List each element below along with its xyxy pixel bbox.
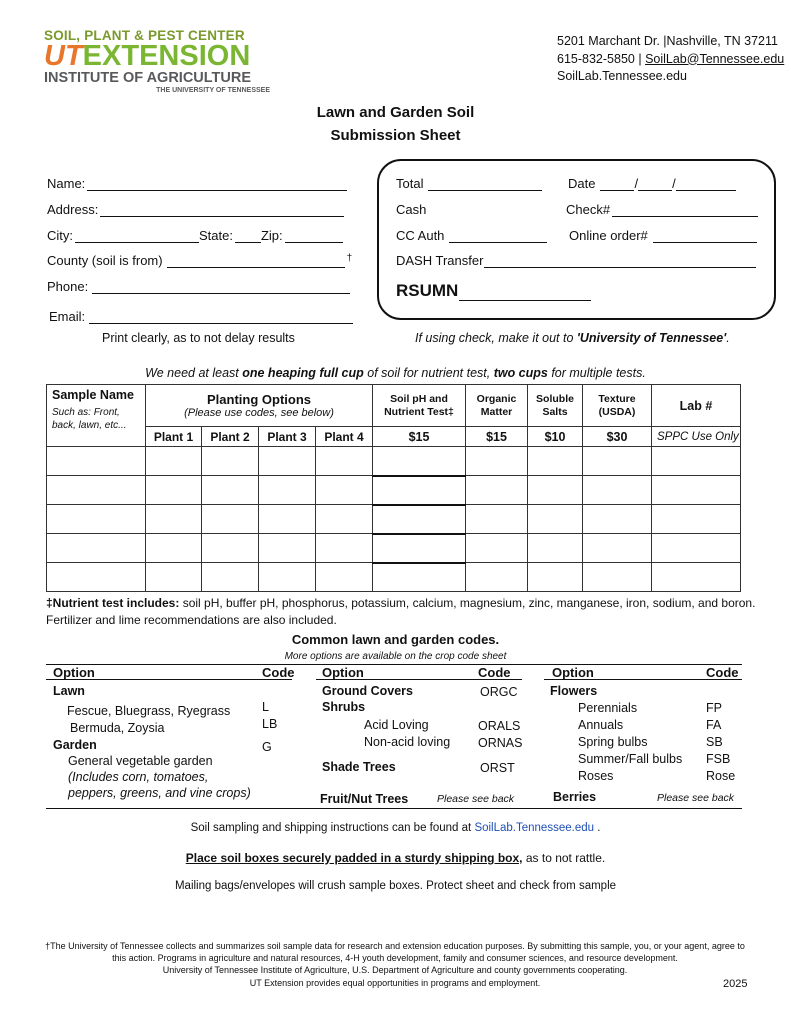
sheet-subtitle: Submission Sheet: [330, 127, 461, 144]
date-slash-1: /: [634, 176, 639, 191]
email-line[interactable]: [89, 312, 353, 324]
lab-number-cell: [652, 505, 741, 534]
organic-matter-cell[interactable]: [466, 534, 528, 563]
plant-cell[interactable]: [146, 476, 202, 505]
lab-number-cell: [652, 534, 741, 563]
organic-matter-cell[interactable]: [466, 563, 528, 592]
check-payee-note: [415, 331, 730, 345]
contact-email-link[interactable]: SoilLab@Tennessee.edu: [645, 51, 785, 66]
contact-phone-email-line: [557, 51, 784, 69]
plant-cell[interactable]: [259, 476, 316, 505]
plant-cell[interactable]: [259, 505, 316, 534]
city-line[interactable]: [75, 231, 199, 243]
date-slash-2: /: [672, 176, 676, 191]
perennials-option: Perennials: [578, 701, 638, 715]
need-note-bold1: one heaping full cup: [242, 366, 364, 380]
email-field[interactable]: [49, 309, 355, 324]
plant-cell[interactable]: [146, 534, 202, 563]
planting-options-title: Planting Options: [207, 392, 311, 407]
sampling-end: .: [594, 822, 601, 834]
total-field[interactable]: [396, 176, 544, 191]
date-label: Date: [568, 176, 596, 191]
col3-option-header: Option: [552, 665, 594, 680]
plant-cell[interactable]: [316, 534, 373, 563]
cc-auth-line[interactable]: [449, 231, 547, 243]
test-header-texture: Texture (USDA): [583, 385, 652, 427]
texture-cell[interactable]: [583, 505, 652, 534]
state-line[interactable]: [235, 231, 261, 243]
plant-cell[interactable]: [146, 563, 202, 592]
phone-field[interactable]: [47, 279, 352, 294]
test-header-soluble-salts: Soluble Salts: [528, 385, 583, 427]
nonacid-option: Non-acid loving: [364, 735, 451, 749]
check-number-field[interactable]: [566, 202, 760, 217]
date-day-line[interactable]: [638, 179, 672, 191]
plant-cell[interactable]: [316, 505, 373, 534]
online-order-field[interactable]: [569, 228, 759, 243]
check-note-prefix: If using check, make it out to: [415, 331, 577, 345]
need-note-part3: for multiple tests.: [547, 366, 646, 380]
plant-cell[interactable]: [259, 534, 316, 563]
ph-nutrient-cell[interactable]: [373, 534, 466, 563]
city-state-zip-field[interactable]: [47, 228, 345, 243]
plant-cell[interactable]: [202, 534, 259, 563]
soil-quantity-note: [0, 366, 791, 380]
phone-line[interactable]: [92, 282, 350, 294]
soluble-salts-cell[interactable]: [528, 563, 583, 592]
shade-trees-code: ORST: [480, 761, 515, 775]
berries-code: Please see back: [657, 792, 735, 804]
nutrient-test-note: [46, 595, 756, 629]
fescue-code: L: [262, 700, 269, 714]
ground-covers-code: ORGC: [480, 685, 518, 699]
rsumn-field[interactable]: [396, 281, 593, 301]
price-organic-matter: $15: [466, 427, 528, 447]
fruit-nut-heading: Fruit/Nut Trees: [320, 792, 409, 806]
summer-bulbs-option: Summer/Fall bulbs: [578, 752, 683, 766]
cash-label: Cash: [396, 202, 427, 217]
cc-auth-label: CC Auth: [396, 228, 445, 243]
codes-bottom-rule: [46, 808, 742, 809]
cc-auth-field[interactable]: [396, 228, 549, 243]
sample-name-cell[interactable]: [47, 505, 146, 534]
codes-subtitle: More options are available on the crop code sheet: [284, 651, 507, 662]
date-month-line[interactable]: [600, 179, 634, 191]
plant-cell[interactable]: [316, 563, 373, 592]
mailing-bags-note: Mailing bags/envelopes will crush sample boxes. Protect sheet and check from sample: [174, 880, 617, 892]
county-footnote-mark: †: [346, 253, 353, 264]
rsumn-label: RSUMN: [396, 281, 459, 300]
shipping-box-note: [0, 851, 791, 865]
date-year-line[interactable]: [676, 179, 736, 191]
plant-cell[interactable]: [316, 447, 373, 476]
email-label: Email:: [49, 309, 86, 324]
check-note-suffix: .: [726, 331, 730, 345]
plant-4-header: Plant 4: [316, 427, 373, 447]
county-label: County (soil is from): [47, 253, 163, 268]
ph-nutrient-cell[interactable]: [373, 563, 466, 592]
organic-matter-cell[interactable]: [466, 476, 528, 505]
roses-option: Roses: [578, 769, 614, 783]
online-order-label: Online order#: [569, 228, 648, 243]
shade-trees-heading: Shade Trees: [322, 760, 396, 774]
sample-table: [46, 384, 741, 592]
planting-options-header: [146, 385, 373, 427]
acid-loving-option: Acid Loving: [364, 718, 429, 732]
nutrient-note-text: soil pH, buffer pH, phosphorus, potassium, calcium, magnesium, zinc, manganese, iron, sodium, and boron. Fertilizer and lime recommendations are also included.: [46, 596, 756, 627]
fine-print-2: University of Tennessee Institute of Agriculture, U.S. Department of Agriculture and county governments cooperating.: [162, 965, 628, 976]
lawn-heading: Lawn: [53, 684, 85, 698]
county-line[interactable]: [167, 256, 345, 268]
sample-name-cell[interactable]: [47, 476, 146, 505]
logo-university: THE UNIVERSITY OF TENNESSEE: [156, 87, 270, 94]
fine-print-3: UT Extension provides equal opportunities in programs and employment.: [249, 977, 541, 988]
col2-option-header: Option: [322, 665, 364, 680]
form-year: 2025: [723, 978, 748, 990]
sample-row: [47, 505, 741, 534]
plant-cell[interactable]: [202, 447, 259, 476]
city-label: City:: [47, 228, 73, 243]
plant-3-header: Plant 3: [259, 427, 316, 447]
texture-cell[interactable]: [583, 447, 652, 476]
perennials-code: FP: [706, 701, 722, 715]
soluble-salts-cell[interactable]: [528, 476, 583, 505]
bermuda-code: LB: [262, 717, 278, 731]
sample-row: [47, 534, 741, 563]
sample-name-hint: Such as: Front, back, lawn, etc...: [52, 407, 127, 431]
ut-extension-logo: [44, 28, 276, 96]
organic-matter-cell[interactable]: [466, 505, 528, 534]
dash-transfer-field[interactable]: [396, 253, 758, 268]
name-line[interactable]: [87, 179, 347, 191]
state-label: State:: [199, 228, 233, 243]
check-note-payee: 'University of Tennessee': [576, 331, 727, 345]
col2-code-header: Code: [478, 665, 511, 680]
codes-title: Common lawn and garden codes.: [291, 632, 500, 647]
price-texture: $30: [583, 427, 652, 447]
fine-print: [40, 940, 750, 989]
contact-phone: 615-832-5850 |: [557, 51, 642, 66]
county-field[interactable]: [47, 253, 352, 268]
logo-institute: INSTITUTE OF AGRICULTURE: [44, 70, 252, 86]
plant-cell[interactable]: [316, 476, 373, 505]
shipping-box-rest: as to not rattle.: [522, 851, 606, 865]
sample-row: [47, 563, 741, 592]
address-field[interactable]: [47, 202, 346, 217]
soluble-salts-cell[interactable]: [528, 505, 583, 534]
spring-bulbs-code: SB: [706, 735, 723, 749]
ph-nutrient-cell[interactable]: [373, 505, 466, 534]
texture-cell[interactable]: [583, 563, 652, 592]
sample-name-cell[interactable]: [47, 563, 146, 592]
need-note-bold2: two cups: [493, 366, 548, 380]
sample-row: [47, 476, 741, 505]
garden-code: G: [262, 740, 272, 754]
contact-address: 5201 Marchant Dr. |Nashville, TN 37211: [557, 34, 778, 48]
sample-name-header: [47, 385, 146, 447]
lab-number-header: Lab #: [652, 385, 741, 427]
texture-cell[interactable]: [583, 534, 652, 563]
price-soluble-salts: $10: [528, 427, 583, 447]
plant-cell[interactable]: [202, 505, 259, 534]
col3-code-header: Code: [706, 665, 739, 680]
planting-options-hint: (Please use codes, see below): [184, 407, 334, 419]
test-header-ph-nutrient: Soil pH and Nutrient Test‡: [373, 385, 466, 427]
lab-number-cell: [652, 476, 741, 505]
plant-cell[interactable]: [259, 563, 316, 592]
fine-print-1: †The University of Tennessee collects and summarizes soil sample data for research and extension education purposes. By submitting this sample, you, or your agent, agree to this action. Programs in agriculture and natural resources, 4-H youth development, family and consumer sciences, and resource development.: [45, 941, 745, 964]
vegetable-option: General vegetable garden: [68, 754, 213, 768]
lab-number-cell: [652, 447, 741, 476]
soluble-salts-cell[interactable]: [528, 447, 583, 476]
logo-extension-wordmark: [44, 40, 276, 72]
bermuda-option: Bermuda, Zoysia: [70, 721, 165, 735]
col1-code-header: Code: [262, 665, 295, 680]
plant-cell[interactable]: [259, 447, 316, 476]
vegetable-note-2: peppers, greens, and vine crops): [68, 786, 251, 800]
plant-cell[interactable]: [202, 563, 259, 592]
check-number-line[interactable]: [612, 205, 758, 217]
contact-website[interactable]: SoilLab.Tennessee.edu: [557, 69, 687, 83]
price-ph-nutrient: $15: [373, 427, 466, 447]
total-label: Total: [396, 176, 424, 191]
name-field[interactable]: [47, 176, 349, 191]
phone-label: Phone:: [47, 279, 89, 294]
logo-extension: EXTENSION: [82, 40, 251, 72]
sample-name-cell[interactable]: [47, 447, 146, 476]
dash-transfer-line[interactable]: [484, 256, 756, 268]
sampling-link[interactable]: SoilLab.Tennessee.edu: [474, 822, 595, 834]
zip-label: Zip:: [260, 228, 283, 243]
cash-field[interactable]: [396, 202, 426, 217]
sheet-title: Lawn and Garden Soil: [316, 104, 475, 121]
rsumn-line[interactable]: [459, 287, 591, 301]
fescue-option: Fescue, Bluegrass, Ryegrass: [67, 704, 231, 718]
dash-transfer-label: DASH Transfer: [396, 253, 484, 268]
lab-number-cell: [652, 563, 741, 592]
plant-2-header: Plant 2: [202, 427, 259, 447]
logo-center-name: SOIL, PLANT & PEST CENTER: [44, 28, 245, 43]
date-field[interactable]: [568, 176, 738, 191]
nutrient-note-bold: ‡Nutrient test includes:: [46, 596, 180, 610]
garden-heading: Garden: [53, 738, 97, 752]
plant-cell[interactable]: [146, 447, 202, 476]
online-order-line[interactable]: [653, 231, 757, 243]
ph-nutrient-cell[interactable]: [373, 447, 466, 476]
vegetable-note-1: (Includes corn, tomatoes,: [68, 770, 209, 784]
berries-heading: Berries: [553, 790, 597, 804]
address-label: Address:: [47, 202, 99, 217]
flowers-heading: Flowers: [550, 684, 598, 698]
need-note-part1: We need at least: [145, 366, 243, 380]
address-line[interactable]: [100, 205, 344, 217]
check-label: Check#: [566, 202, 611, 217]
name-label: Name:: [47, 176, 86, 191]
contact-block: [557, 33, 784, 86]
sample-name-cell[interactable]: [47, 534, 146, 563]
soluble-salts-cell[interactable]: [528, 534, 583, 563]
col1-option-header: Option: [53, 665, 95, 680]
shipping-box-bold: Place soil boxes securely padded in a sturdy shipping box,: [185, 851, 523, 865]
acid-loving-code: ORALS: [478, 719, 521, 733]
organic-matter-cell[interactable]: [466, 447, 528, 476]
ground-covers-heading: Ground Covers: [322, 684, 413, 698]
shrubs-heading: Shrubs: [322, 700, 366, 714]
nonacid-code: ORNAS: [478, 736, 523, 750]
zip-line[interactable]: [285, 231, 343, 243]
plant-1-header: Plant 1: [146, 427, 202, 447]
print-clearly-note: Print clearly, as to not delay results: [102, 331, 295, 345]
roses-code: Rose: [706, 769, 736, 783]
sample-row: [47, 447, 741, 476]
ph-nutrient-cell[interactable]: [373, 476, 466, 505]
test-header-organic-matter: Organic Matter: [466, 385, 528, 427]
plant-cell[interactable]: [146, 505, 202, 534]
total-line[interactable]: [428, 179, 542, 191]
sppc-use-only: SPPC Use Only: [652, 427, 741, 447]
codes-top-rule: [46, 664, 742, 665]
sampling-text: Soil sampling and shipping instructions can be found at: [190, 822, 475, 834]
plant-cell[interactable]: [202, 476, 259, 505]
texture-cell[interactable]: [583, 476, 652, 505]
spring-bulbs-option: Spring bulbs: [578, 735, 648, 749]
sample-name-title: Sample Name: [52, 388, 134, 402]
fruit-nut-code: Please see back: [437, 793, 515, 805]
annuals-code: FA: [706, 718, 722, 732]
logo-ut: UT: [44, 40, 83, 72]
summer-bulbs-code: FSB: [706, 752, 731, 766]
annuals-option: Annuals: [578, 718, 624, 732]
sampling-instructions: [0, 822, 791, 834]
need-note-part2: of soil for nutrient test,: [363, 366, 494, 380]
